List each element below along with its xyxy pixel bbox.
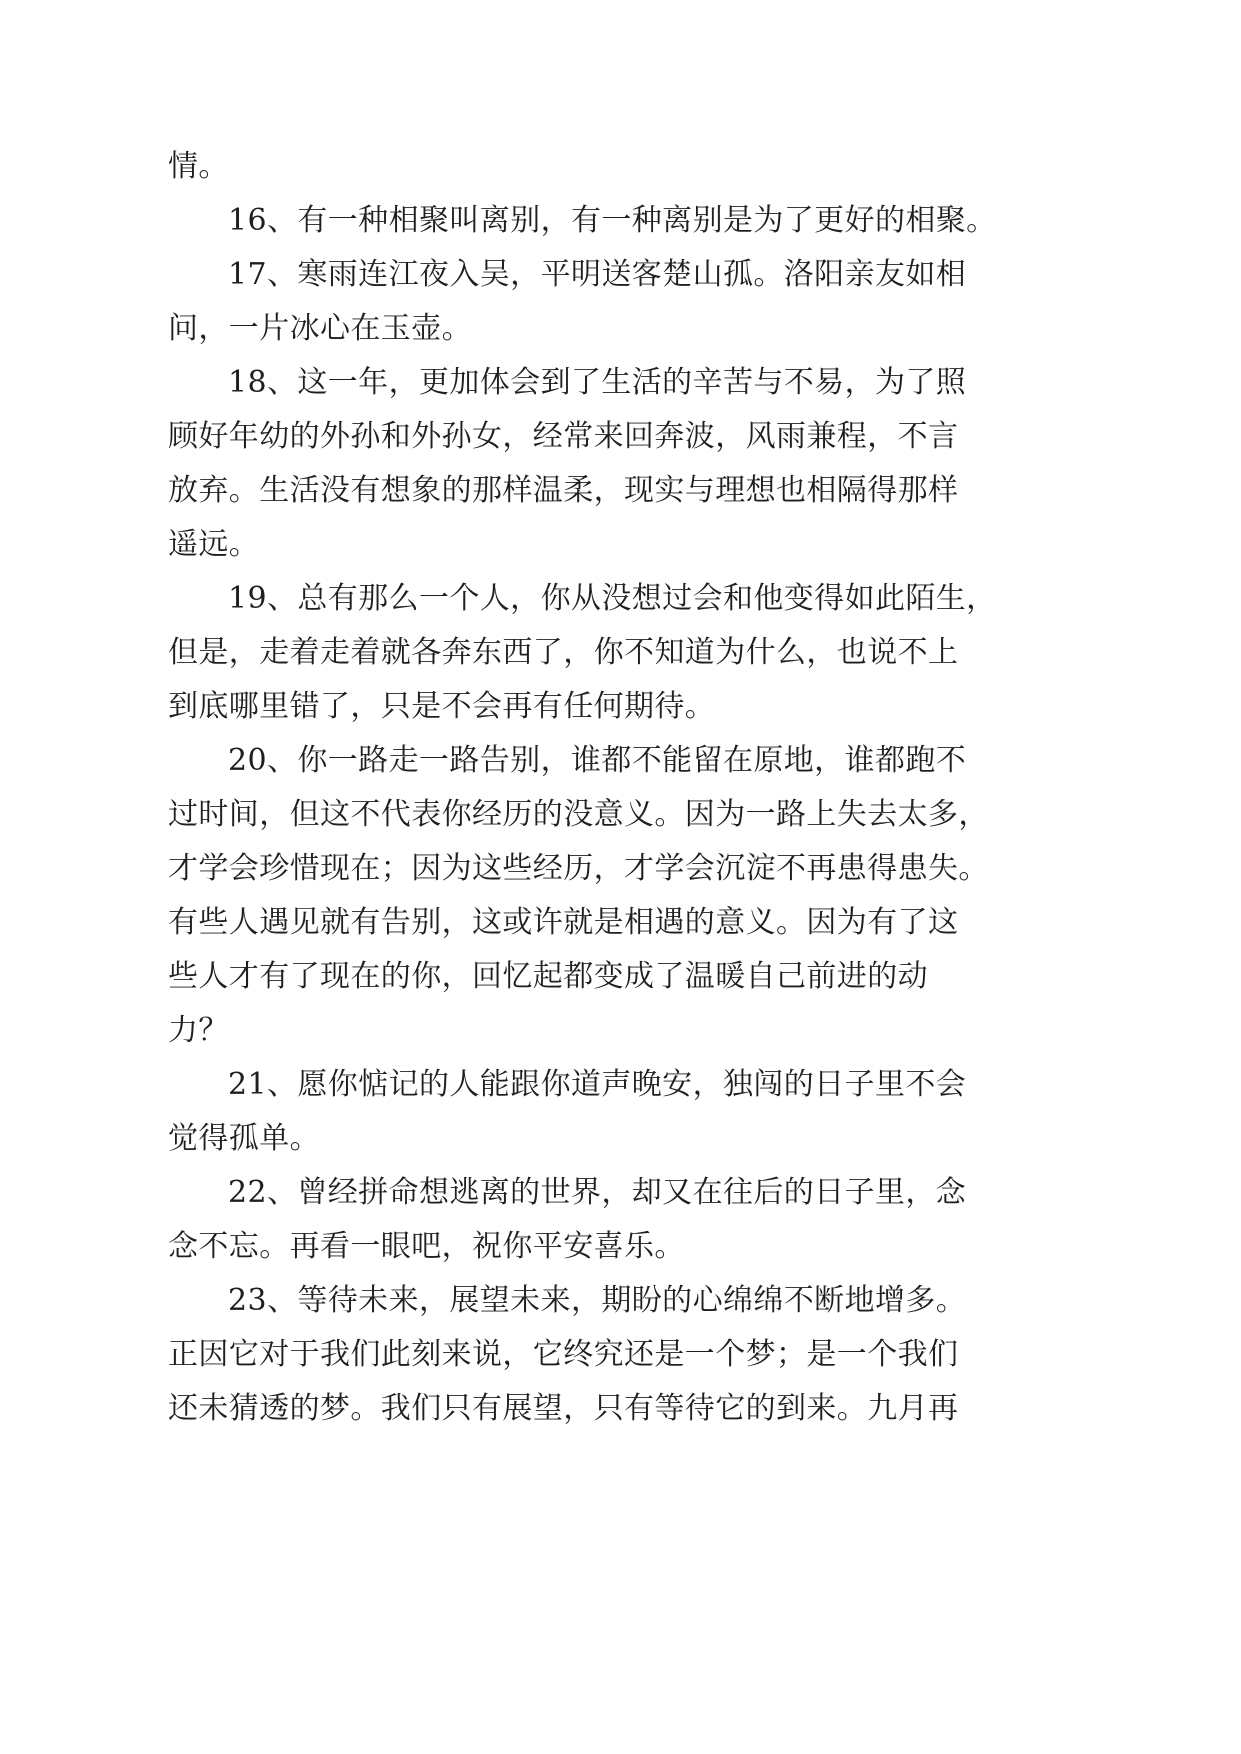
text-line: 力？ [168, 1013, 229, 1048]
text-line: 才学会珍惜现在；因为这些经历，才学会沉淀不再患得患失。 [168, 851, 989, 886]
text-line: 到底哪里错了，只是不会再有任何期待。 [168, 689, 716, 724]
text-line: 些人才有了现在的你，回忆起都变成了温暖自己前进的动 [168, 959, 928, 994]
text-line: 正因它对于我们此刻来说，它终究还是一个梦；是一个我们 [168, 1337, 959, 1372]
text-line: 觉得孤单。 [168, 1121, 320, 1156]
text-line: 20、你一路走一路告别，谁都不能留在原地，谁都跑不 [228, 743, 967, 778]
text-line: 放弃。生活没有想象的那样温柔，现实与理想也相隔得那样 [168, 473, 959, 508]
text-line: 17、寒雨连江夜入吴，平明送客楚山孤。洛阳亲友如相 [228, 257, 967, 292]
text-line: 顾好年幼的外孙和外孙女，经常来回奔波，风雨兼程，不言 [168, 419, 959, 454]
text-line: 问，一片冰心在玉壶。 [168, 311, 472, 346]
text-line: 21、愿你惦记的人能跟你道声晚安，独闯的日子里不会 [228, 1067, 967, 1102]
text-line: 念不忘。再看一眼吧，祝你平安喜乐。 [168, 1229, 685, 1264]
text-line: 18、这一年，更加体会到了生活的辛苦与不易，为了照 [228, 365, 967, 400]
text-line: 23、等待未来，展望未来，期盼的心绵绵不断地增多。 [228, 1283, 967, 1318]
text-line: 19、总有那么一个人，你从没想过会和他变得如此陌生， [228, 581, 997, 616]
text-line: 过时间，但这不代表你经历的没意义。因为一路上失去太多， [168, 797, 989, 832]
text-line: 还未猜透的梦。我们只有展望，只有等待它的到来。九月再 [168, 1391, 959, 1426]
text-line: 但是，走着走着就各奔东西了，你不知道为什么，也说不上 [168, 635, 959, 670]
text-line: 有些人遇见就有告别，这或许就是相遇的意义。因为有了这 [168, 905, 959, 940]
text-line: 遥远。 [168, 527, 260, 562]
text-line: 22、曾经拼命想逃离的世界，却又在往后的日子里，念 [228, 1175, 967, 1210]
text-line: 情。 [168, 149, 229, 184]
text-line: 16、有一种相聚叫离别，有一种离别是为了更好的相聚。 [228, 203, 997, 238]
